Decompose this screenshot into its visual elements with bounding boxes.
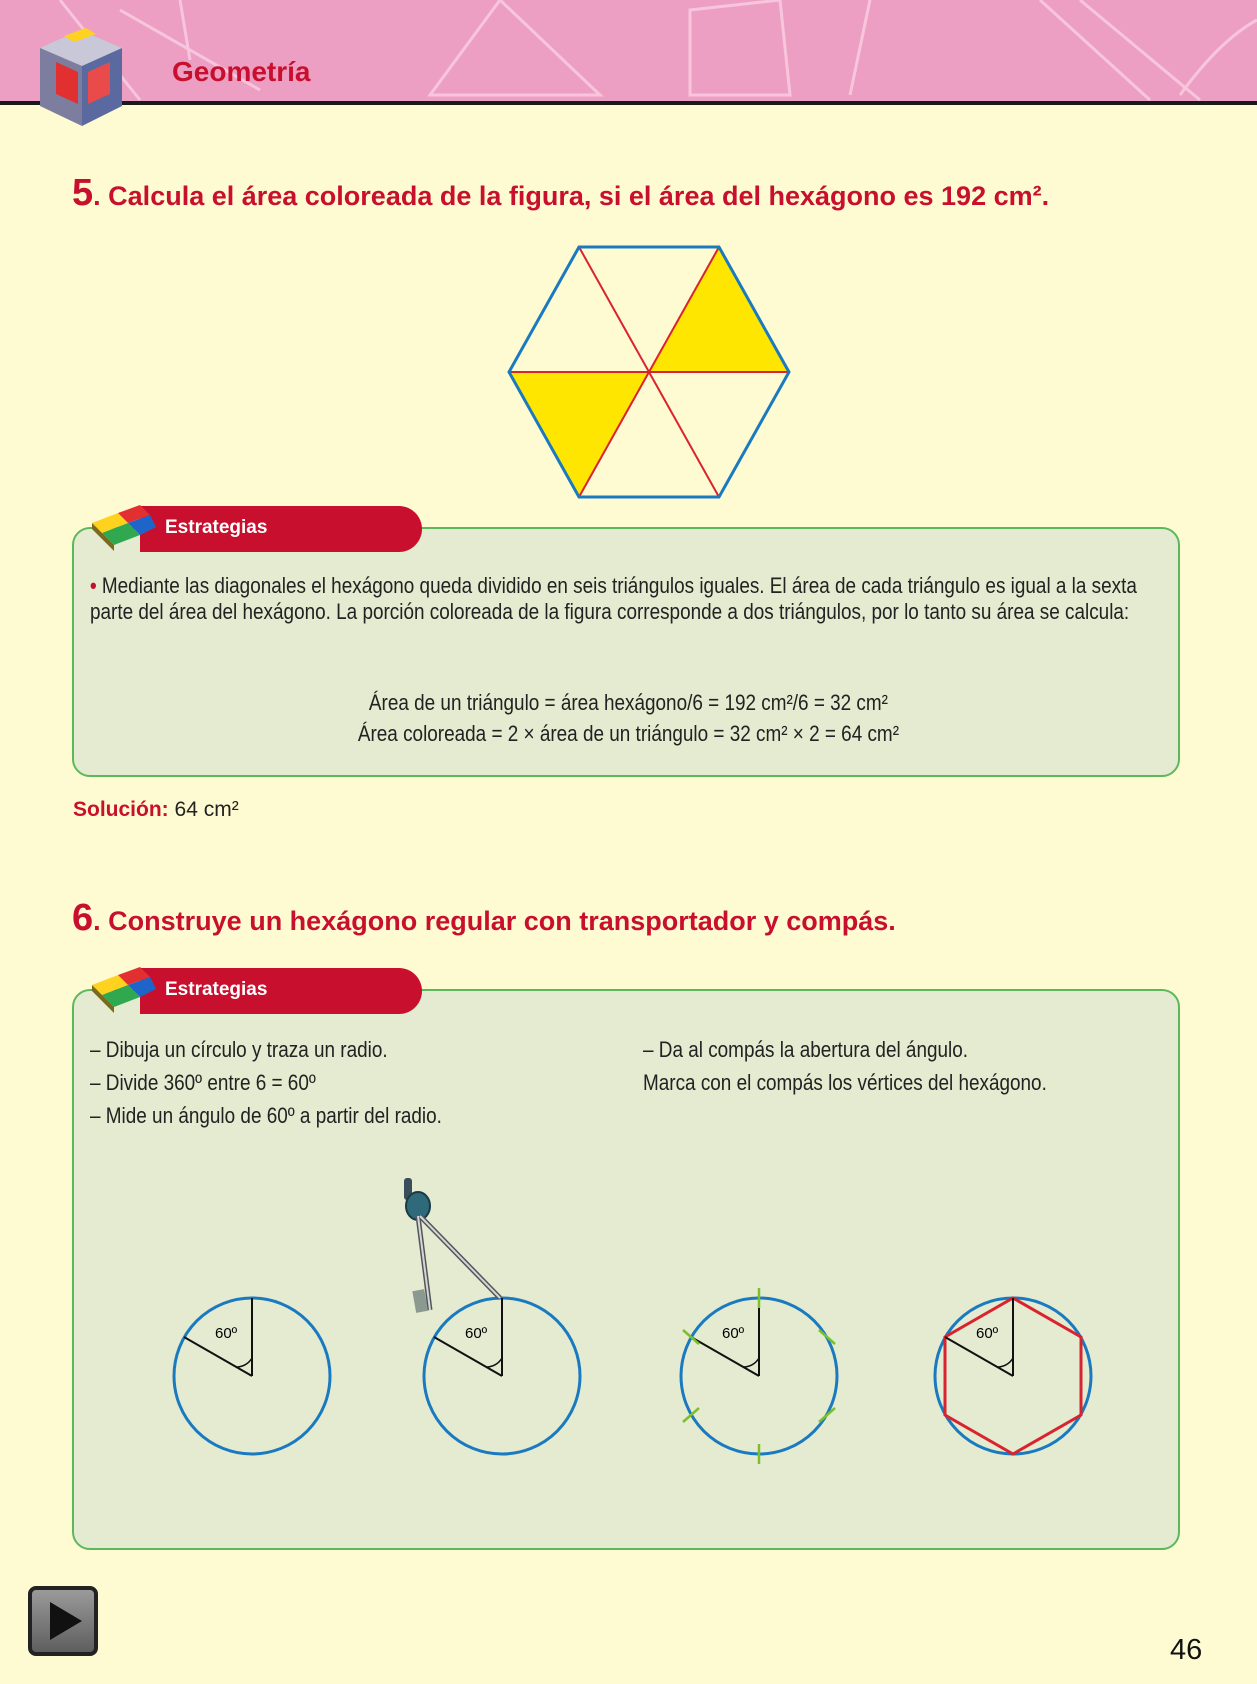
construction-diagrams [0, 1170, 1257, 1470]
strategy-label: Estrategias [165, 517, 268, 538]
step-item: – Divide 360º entre 6 = 60º [90, 1070, 316, 1095]
formula-colored-area: Área coloreada = 2 × área de un triángulo = 32 cm² × 2 = 64 cm² [357, 721, 899, 746]
step-item: – Da al compás la abertura del ángulo. [643, 1037, 968, 1062]
step-item: Marca con el compás los vértices del hexágono. [643, 1070, 1047, 1095]
header-rule [0, 101, 1257, 105]
play-icon [32, 1590, 94, 1652]
strategy-paragraph [90, 573, 1161, 625]
question-number: 6. [72, 897, 101, 939]
steps-right [643, 1033, 1159, 1099]
page-number: 46 [1170, 1634, 1203, 1666]
question-text: Construye un hexágono regular con transportador y compás. [108, 906, 896, 936]
bullet-marker: • [90, 573, 102, 598]
diagram-marked-vertices [681, 1288, 837, 1464]
section-title: Geometría [172, 56, 311, 87]
solution [73, 798, 239, 822]
question-text: Calcula el área coloreada de la figura, si el área del hexágono es 192 cm². [108, 181, 1050, 211]
diagram-compass [404, 1178, 580, 1454]
hexagon-figure [503, 243, 795, 503]
angle-label: 60º [976, 1325, 999, 1342]
angle-label: 60º [465, 1325, 488, 1342]
diagram-hexagon [935, 1298, 1091, 1454]
diagram-circle-radius [174, 1298, 330, 1454]
strategy-explanation: Mediante las diagonales el hexágono queda dividido en seis triángulos iguales. El área de cada triángulo es igual a la sexta parte del área del hexágono. La porción coloreada de la figura corresponde a dos triángulos, por lo tanto su área se calcula: [90, 573, 1137, 624]
formula-triangle-area: Área de un triángulo = área hexágono/6 = 192 cm²/6 = 32 cm² [368, 690, 888, 715]
compass-icon [404, 1178, 500, 1313]
question-5-title [72, 172, 1049, 215]
steps-left [90, 1033, 640, 1132]
angle-label: 60º [722, 1325, 745, 1342]
question-6-title [72, 897, 896, 940]
question-number: 5. [72, 172, 101, 214]
solution-value: 64 cm² [174, 798, 239, 821]
step-item: – Mide un ángulo de 60º a partir del radio. [90, 1103, 442, 1128]
puzzle-icon [88, 961, 158, 1017]
play-button[interactable] [28, 1586, 98, 1656]
step-item: – Dibuja un círculo y traza un radio. [90, 1037, 388, 1062]
puzzle-icon [88, 499, 158, 555]
strategy-label: Estrategias [165, 979, 268, 1000]
angle-label: 60º [215, 1325, 238, 1342]
cube-logo-icon [30, 26, 134, 130]
solution-label: Solución: [73, 798, 169, 821]
